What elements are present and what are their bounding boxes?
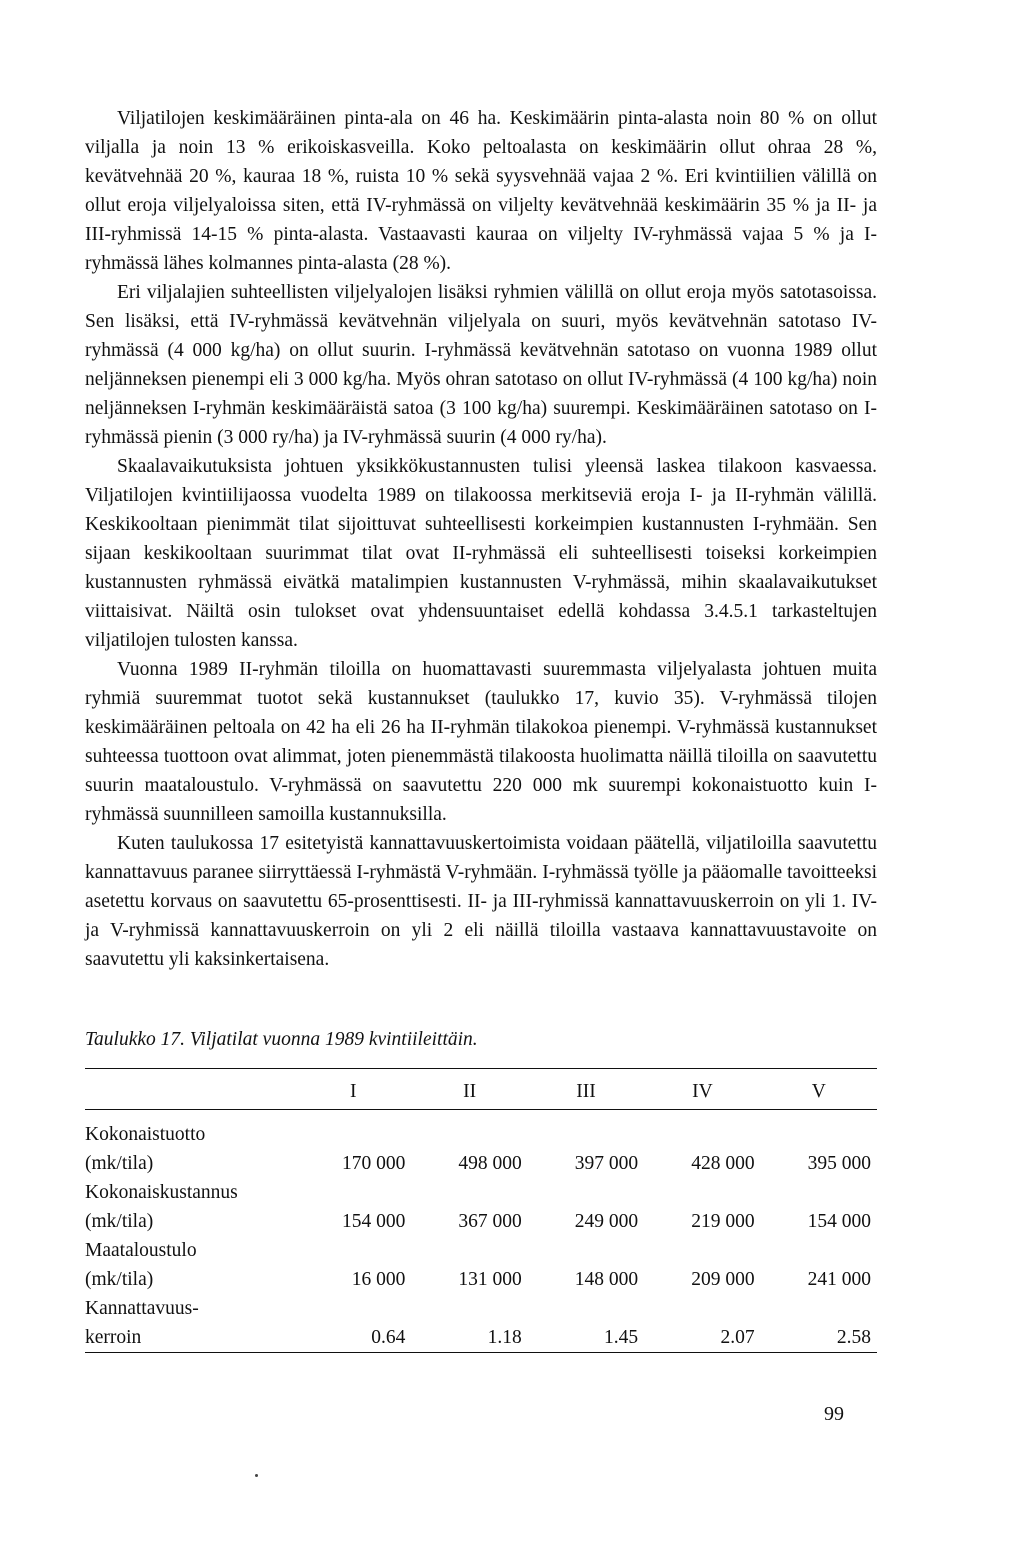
table-cell: 148 000 <box>574 1269 639 1290</box>
column-header: IV <box>644 1075 760 1110</box>
table-cell: 154 000 <box>807 1211 871 1232</box>
table-row <box>85 1294 877 1323</box>
row-label: Kokonaistuotto <box>85 1124 206 1145</box>
table-cell: 367 000 <box>458 1211 522 1232</box>
table-cell: 0.64 <box>295 1323 411 1353</box>
table-cell: 154 000 <box>342 1211 406 1232</box>
table-row <box>85 1120 877 1149</box>
body-text <box>85 104 877 974</box>
paragraph-2: Eri viljalajien suhteellisten viljelyalojen lisäksi ryhmien välillä on ollut eroja myös satotasoissa. Sen lisäksi, että IV-ryhmässä kevätvehnän viljelyala on suuri, myös kevätvehnän satotaso IV-ryhmässä (4 000 kg/ha) on ollut suurin. I-ryhmässä kevätvehnän satotaso on vuonna 1989 ollut neljänneksen pienempi eli 3 000 kg/ha. Myös ohran satotaso on ollut IV-ryhmässä (4 100 kg/ha) noin neljänneksen I-ryhmän keskimääräistä satoa (3 100 kg/ha) suurempi. Keskimääräinen satotaso on I-ryhmässä pienin (3 000 ry/ha) ja IV-ryhmässä suurin (4 000 ry/ha). <box>85 282 877 448</box>
table-cell: 131 000 <box>458 1269 522 1290</box>
column-header: III <box>528 1075 644 1110</box>
table-cell: 1.45 <box>528 1323 644 1353</box>
row-label: Maataloustulo <box>85 1240 197 1261</box>
column-header: II <box>411 1075 527 1110</box>
table-cell: 2.07 <box>644 1323 760 1353</box>
table-cell: 241 000 <box>807 1269 871 1290</box>
table-cell: 16 000 <box>351 1269 406 1290</box>
row-label-unit: (mk/tila) <box>85 1211 154 1232</box>
stray-dot <box>255 1474 258 1477</box>
table-row <box>85 1265 877 1294</box>
table-row <box>85 1149 877 1178</box>
table-cell: 209 000 <box>691 1269 755 1290</box>
table-caption: Taulukko 17. Viljatilat vuonna 1989 kvintiileittäin. <box>85 1029 478 1050</box>
table-cell: 1.18 <box>411 1323 527 1353</box>
table-cell: 219 000 <box>691 1211 755 1232</box>
table-cell: 498 000 <box>458 1153 522 1174</box>
table-row <box>85 1323 877 1353</box>
row-label-unit: (mk/tila) <box>85 1153 154 1174</box>
table-cell: 428 000 <box>691 1153 755 1174</box>
row-label: Kokonaiskustannus <box>85 1182 238 1203</box>
table-row <box>85 1236 877 1265</box>
table-row <box>85 1178 877 1207</box>
row-label-unit: (mk/tila) <box>85 1269 154 1290</box>
table-cell: 395 000 <box>807 1153 871 1174</box>
table-cell: 2.58 <box>761 1323 877 1353</box>
data-table <box>85 1068 877 1353</box>
column-header: V <box>761 1075 877 1110</box>
row-label-unit: kerroin <box>85 1323 295 1353</box>
table-corner <box>85 1075 295 1110</box>
paragraph-5: Kuten taulukossa 17 esitetyistä kannattavuuskertoimista voidaan päätellä, viljatiloilla saavutettu kannattavuus paranee siirryttäessä I-ryhmästä V-ryhmään. I-ryhmässä työlle ja pääomalle tavoitteeksi asetettu korvaus on saavutettu 65-prosenttisesti. II- ja III-ryhmissä kannattavuuskerroin on yli 1. IV- ja V-ryhmissä kannattavuuskerroin on yli 2 eli näillä tiloilla vastaava kannattavuustavoite on saavutettu yli kaksinkertaisena. <box>85 833 877 970</box>
column-header: I <box>295 1075 411 1110</box>
table-row <box>85 1207 877 1236</box>
paragraph-4: Vuonna 1989 II-ryhmän tiloilla on huomattavasti suuremmasta viljelyalasta johtuen muita ryhmiä suuremmat tuotot sekä kustannukset (taulukko 17, kuvio 35). V-ryhmässä tilojen keskimääräinen peltoala on 42 ha eli 26 ha II-ryhmän tilakokoa pienempi. V-ryhmässä kustannukset suhteessa tuottoon ovat alimmat, joten pienemmästä tilakoosta huolimatta näillä tiloilla on saavutettu suurin maataloustulo. V-ryhmässä on saavutettu 220 000 mk suurempi kokonaistuotto kuin I-ryhmässä suunnilleen samoilla kustannuksilla. <box>85 659 877 825</box>
table-cell: 170 000 <box>342 1153 406 1174</box>
table-cell: 249 000 <box>574 1211 639 1232</box>
page-number: 99 <box>824 1403 844 1425</box>
row-label: Kannattavuus- <box>85 1298 199 1319</box>
paragraph-3: Skaalavaikutuksista johtuen yksikkökustannusten tulisi yleensä laskea tilakoon kasvaessa. Viljatilojen kvintiilijaossa vuodelta 1989 on tilakoossa merkitseviä eroja I- ja II-ryhmän välillä. Keskikooltaan pienimmät tilat sijoittuvat suhteellisesti korkeimpien kustannusten I-ryhmään. Sen sijaan keskikooltaan suurimmat tilat ovat II-ryhmässä eli suhteellisesti toiseksi korkeimpien kustannusten ryhmässä eivätkä matalimpien kustannusten V-ryhmässä, mihin skaalavaikutukset viittaisivat. Näiltä osin tulokset ovat yhdensuuntaiset edellä kohdassa 3.4.5.1 tarkasteltujen viljatilojen tulosten kanssa. <box>85 456 877 651</box>
table-cell: 397 000 <box>574 1153 639 1174</box>
paragraph-1: Viljatilojen keskimääräinen pinta-ala on 46 ha. Keskimäärin pinta-alasta noin 80 % on ollut viljalla ja noin 13 % erikoiskasveilla. Koko peltoalasta on keskimäärin ollut ohraa 28 %, kevätvehnää 20 %, kauraa 18 %, ruista 10 % sekä syysvehnää vajaa 2 %. Eri kvintiilien välillä on ollut eroja viljelyaloissa siten, että IV-ryhmässä on viljelty kevätvehnää keskimäärin 35 % ja II- ja III-ryhmissä 14-15 % pinta-alasta. Vastaavasti kauraa on viljelty IV-ryhmässä vajaa 5 % ja I-ryhmässä lähes kolmannes pinta-alasta (28 %). <box>85 108 877 274</box>
